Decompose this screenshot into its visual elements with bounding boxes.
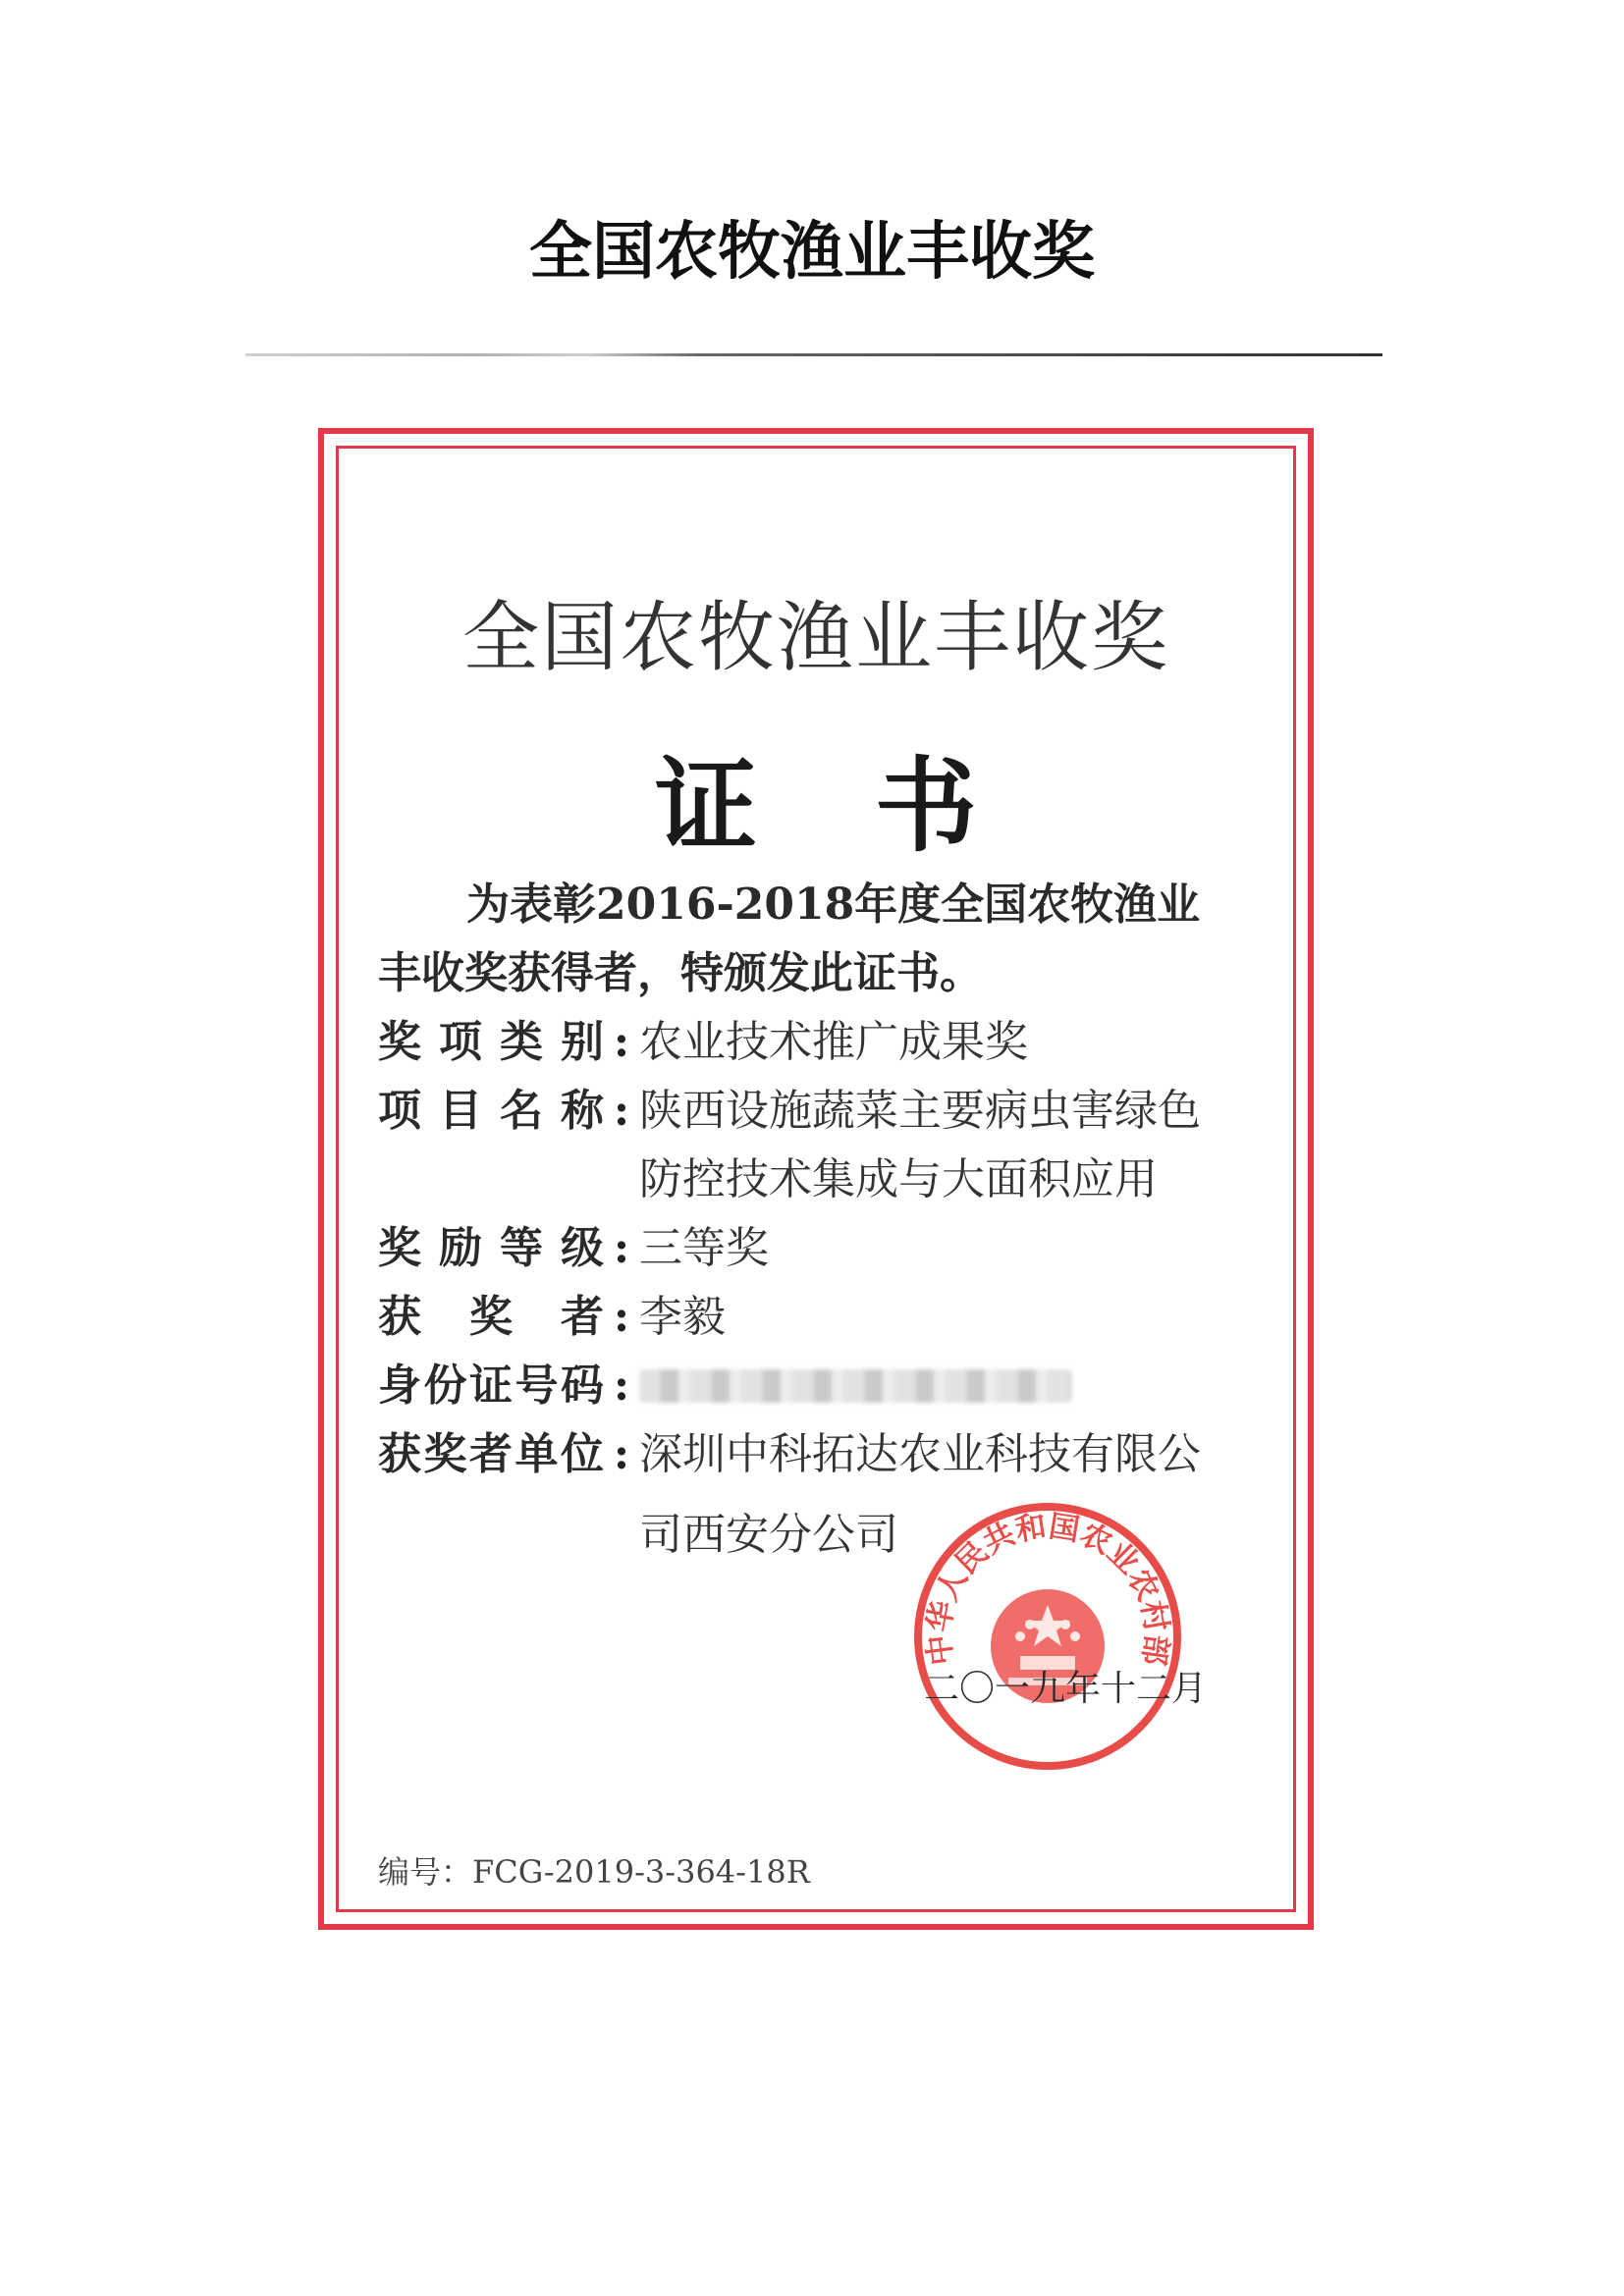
- field-colon: :: [613, 1223, 630, 1273]
- field-colon: :: [613, 1292, 630, 1342]
- field-colon: :: [613, 1361, 630, 1411]
- field-unit-value-line-2: 司西安分公司: [639, 1510, 898, 1560]
- header-rule: [245, 353, 1382, 356]
- certificate-fields: [378, 1008, 1301, 1570]
- field-category-label: 奖项类别: [378, 1017, 604, 1067]
- field-colon: :: [613, 1086, 630, 1136]
- field-unit-value-line-1: 深圳中科拓达农业科技有限公: [639, 1429, 1201, 1479]
- redacted-id-blur: [639, 1369, 1071, 1403]
- field-winner: [378, 1283, 1301, 1352]
- field-colon: :: [613, 1429, 630, 1479]
- field-category-value: 农业技术推广成果奖: [639, 1017, 1028, 1067]
- field-winner-value: 李毅: [639, 1292, 726, 1342]
- field-project: [378, 1077, 1301, 1214]
- field-category: [378, 1008, 1301, 1077]
- field-grade-label: 奖励等级: [378, 1223, 604, 1273]
- official-seal-icon: [910, 1499, 1185, 1774]
- field-id-number: [378, 1352, 1301, 1420]
- issue-date: 二〇一九年十二月: [924, 1669, 1208, 1709]
- field-winner-label: 获奖者: [378, 1292, 604, 1342]
- certificate: [318, 428, 1314, 1930]
- field-project-value-line-1: 陕西设施蔬菜主要病虫害绿色: [639, 1086, 1201, 1136]
- intro-line-1: 为表彰2016-2018年度全国农牧渔业: [466, 880, 1201, 930]
- field-id-number-value: [639, 1352, 1301, 1420]
- certificate-title: 全国农牧渔业丰收奖: [461, 594, 1169, 682]
- field-project-value: [639, 1077, 1301, 1214]
- field-grade-value: 三等奖: [639, 1223, 769, 1273]
- svg-text:中华人民共和国农业农村部: 中华人民共和国农业农村部: [921, 1508, 1174, 1668]
- certificate-intro: [378, 871, 1262, 1008]
- field-grade: [378, 1214, 1301, 1283]
- intro-line-2: 丰收奖获得者，特颁发此证书。: [378, 948, 983, 998]
- page-heading: 全国农牧渔业丰收奖: [529, 215, 1095, 289]
- field-colon: :: [613, 1017, 630, 1067]
- field-project-label: 项目名称: [378, 1086, 604, 1136]
- field-unit-label: 获奖者单位: [378, 1429, 604, 1479]
- certificate-serial: 编号：FCG-2019-3-364-18R: [378, 1853, 810, 1891]
- certificate-heading: 证书: [654, 745, 1095, 866]
- field-id-number-label: 身份证号码: [378, 1361, 604, 1411]
- certificate-inner-border: [336, 446, 1296, 1912]
- field-project-value-line-2: 防控技术集成与大面积应用: [639, 1154, 1158, 1204]
